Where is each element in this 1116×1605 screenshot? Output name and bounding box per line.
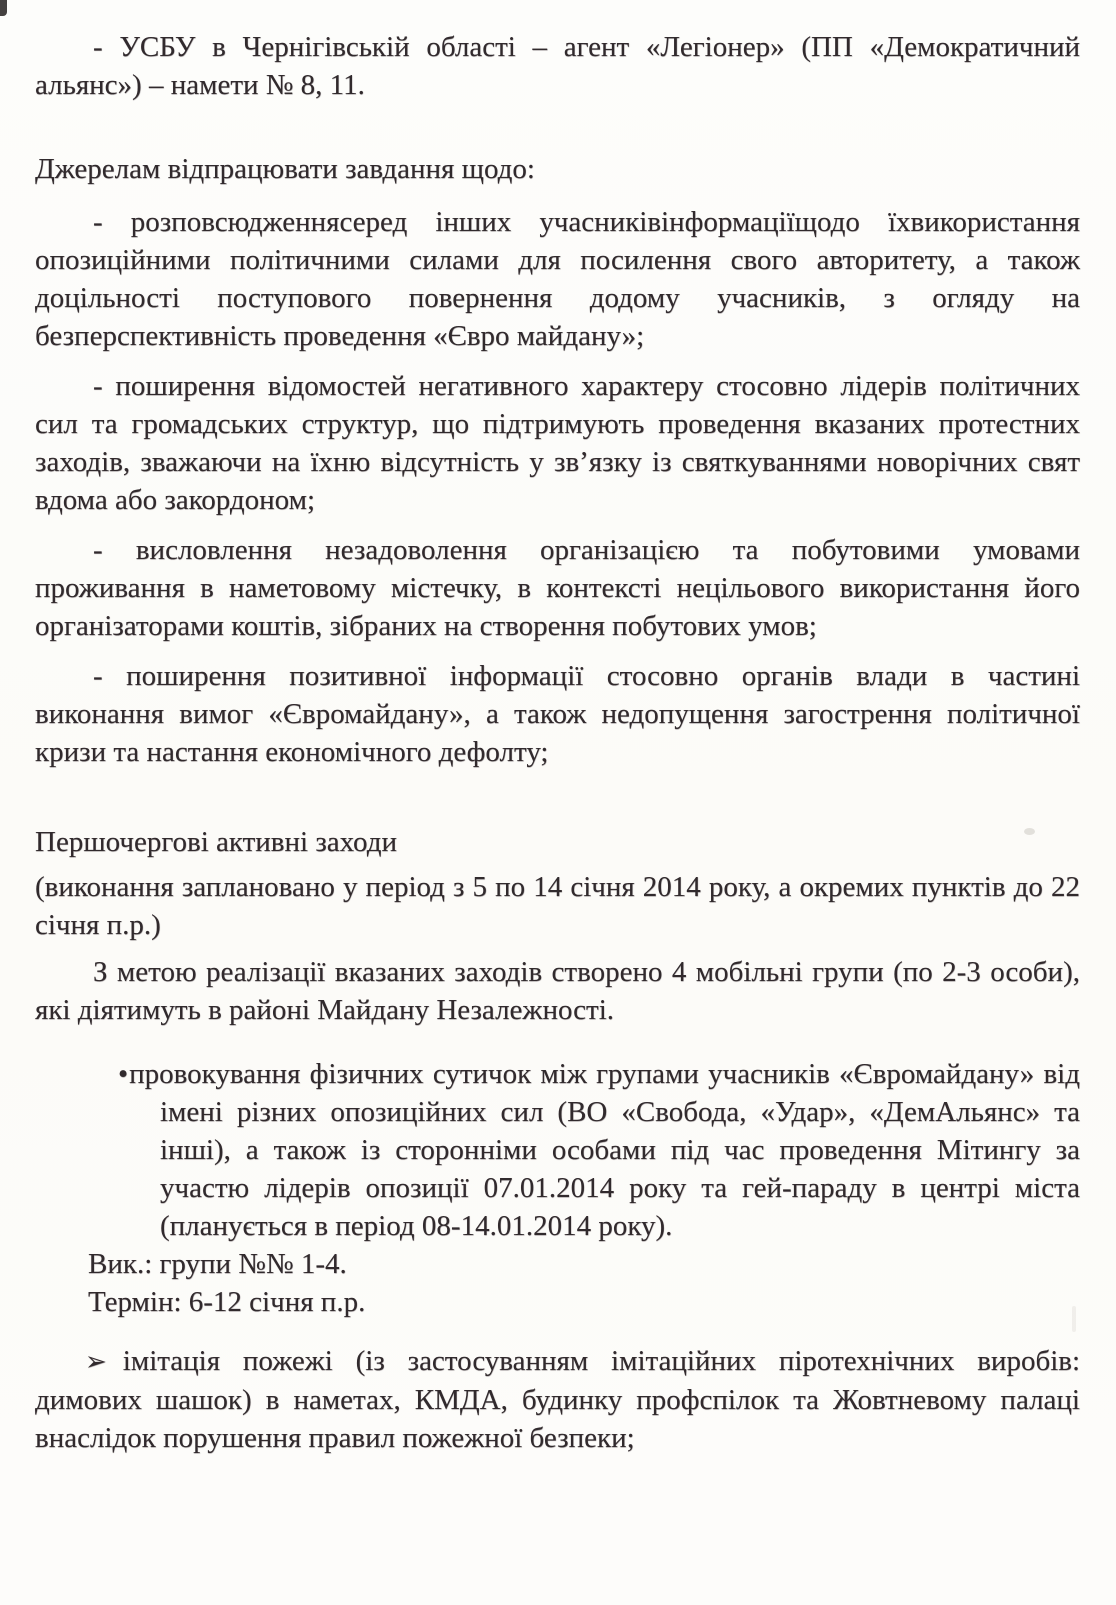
scan-edge-artifact xyxy=(0,0,7,16)
agent-note-paragraph: - УСБУ в Чернігівській області – агент «Легіонер» (ПП «Демократичний альянс») – намети № 8, 11. xyxy=(35,31,1080,101)
tasks-intro-line: Джерелам відпрацювати завдання щодо: xyxy=(35,153,535,185)
arrow-item-fire-imitation xyxy=(35,1342,1080,1457)
task-item-negative-info: - поширення відомостей негативного характеру стосовно лідерів політичних сил та громадських структур, що підтримують проведення вказаних протестних заходів, зважаючи на їхню відсутність у зв’язку із святкуваннями новорічних свят вдома або закордоном; xyxy=(35,370,1080,516)
bullet-item-provocation xyxy=(118,1055,1080,1245)
task-item-positive-info: - поширення позитивної інформації стосовно органів влади в частині виконання вимог «Євромайдану», а також недопущення загострення політичної кризи та настання економічного дефолту; xyxy=(35,660,1080,768)
executors-line: Вик.: групи №№ 1-4. xyxy=(88,1248,347,1280)
bullet-item-text: провокування фізичних сутичок між групами учасників «Євромайдану» від імені різних опозиційних сил (ВО «Свобода, «Удар», «ДемАльянс» та інші), а також із сторонніми особами під час проведення Мітингу за участю лідерів опозиції 07.01.2014 року та гей-параду в центрі міста (планується в період 08-14.01.2014 року). xyxy=(129,1058,1080,1242)
term-line: Термін: 6-12 січня п.р. xyxy=(88,1286,366,1318)
arrow-item-text: імітація пожежі (із застосуванням імітаційних піротехнічних виробів: димових шашок) в наметах, КМДА, будинку профспілок та Жовтневому палаці внаслідок порушення правил пожежної безпеки; xyxy=(35,1345,1080,1454)
task-item-distribution: - розповсюдженнясеред інших учасниківінформаціїщодо їхвикористання опозиційними політичними силами для посилення свого авторитету, а також доцільності поступового повернення додому учасників, з огляду на безперспективність проведення «Євро майдану»; xyxy=(35,206,1080,352)
task-item-discontent: - висловлення незадоволення організацією та побутовими умовами проживання в наметовому містечку, в контексті нецільового використання його організаторами коштів, зібраних на створення побутових умов; xyxy=(35,534,1080,642)
scan-speck xyxy=(1024,828,1035,835)
arrow-bullet-icon: ➢ xyxy=(85,1347,107,1376)
scan-speck xyxy=(1072,1306,1076,1332)
section-heading: Першочергові активні заходи xyxy=(35,826,397,858)
bullet-dot-icon: • xyxy=(118,1058,130,1090)
mobile-groups-note: З метою реалізації вказаних заходів створено 4 мобільні групи (по 2-3 особи), які діятимуть в районі Майдану Незалежності. xyxy=(35,956,1080,1026)
schedule-note: (виконання заплановано у період з 5 по 14 січня 2014 року, а окремих пунктів до 22 січня п.р.) xyxy=(35,871,1080,941)
